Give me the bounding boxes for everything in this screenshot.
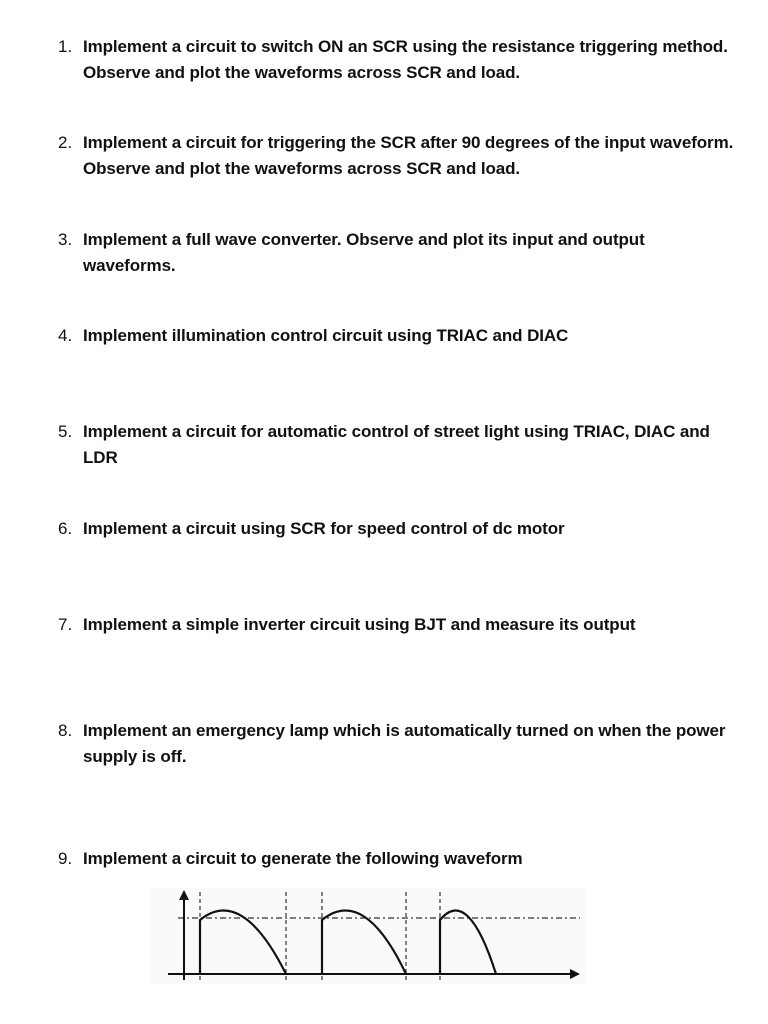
list-item <box>58 516 738 542</box>
item-number: 1. <box>58 37 73 56</box>
list-item <box>58 612 738 638</box>
item-text: Implement a circuit for automatic control of street light using TRIAC, DIAC and LDR <box>83 422 710 467</box>
item-number: 4. <box>58 326 73 345</box>
item-text: Implement a full wave converter. Observe and plot its input and output waveforms. <box>83 230 645 275</box>
item-text: Implement a circuit to generate the following waveform <box>83 849 523 868</box>
item-text: Implement a circuit for triggering the SCR after 90 degrees of the input waveform. Observe and plot the waveforms across SCR and load. <box>83 133 734 178</box>
item-number: 2. <box>58 133 73 152</box>
list-item <box>58 34 738 86</box>
item-text: Implement a simple inverter circuit using BJT and measure its output <box>83 615 636 634</box>
list-item <box>58 130 738 182</box>
list-item <box>58 718 738 770</box>
list-item <box>58 419 738 471</box>
item-text: Implement illumination control circuit using TRIAC and DIAC <box>83 326 569 345</box>
item-number: 7. <box>58 615 73 634</box>
item-number: 3. <box>58 230 73 249</box>
list-item <box>58 323 738 349</box>
item-number: 9. <box>58 849 73 868</box>
list-item <box>58 846 738 872</box>
item-text: Implement an emergency lamp which is automatically turned on when the power supply is off. <box>83 721 726 766</box>
item-text: Implement a circuit using SCR for speed control of dc motor <box>83 519 565 538</box>
item-text: Implement a circuit to switch ON an SCR using the resistance triggering method. Observe and plot the waveforms across SCR and load. <box>83 37 728 82</box>
item-number: 5. <box>58 422 73 441</box>
waveform-figure <box>150 888 586 984</box>
figure-background <box>150 888 586 984</box>
list-item <box>58 227 738 279</box>
item-number: 8. <box>58 721 73 740</box>
item-number: 6. <box>58 519 73 538</box>
